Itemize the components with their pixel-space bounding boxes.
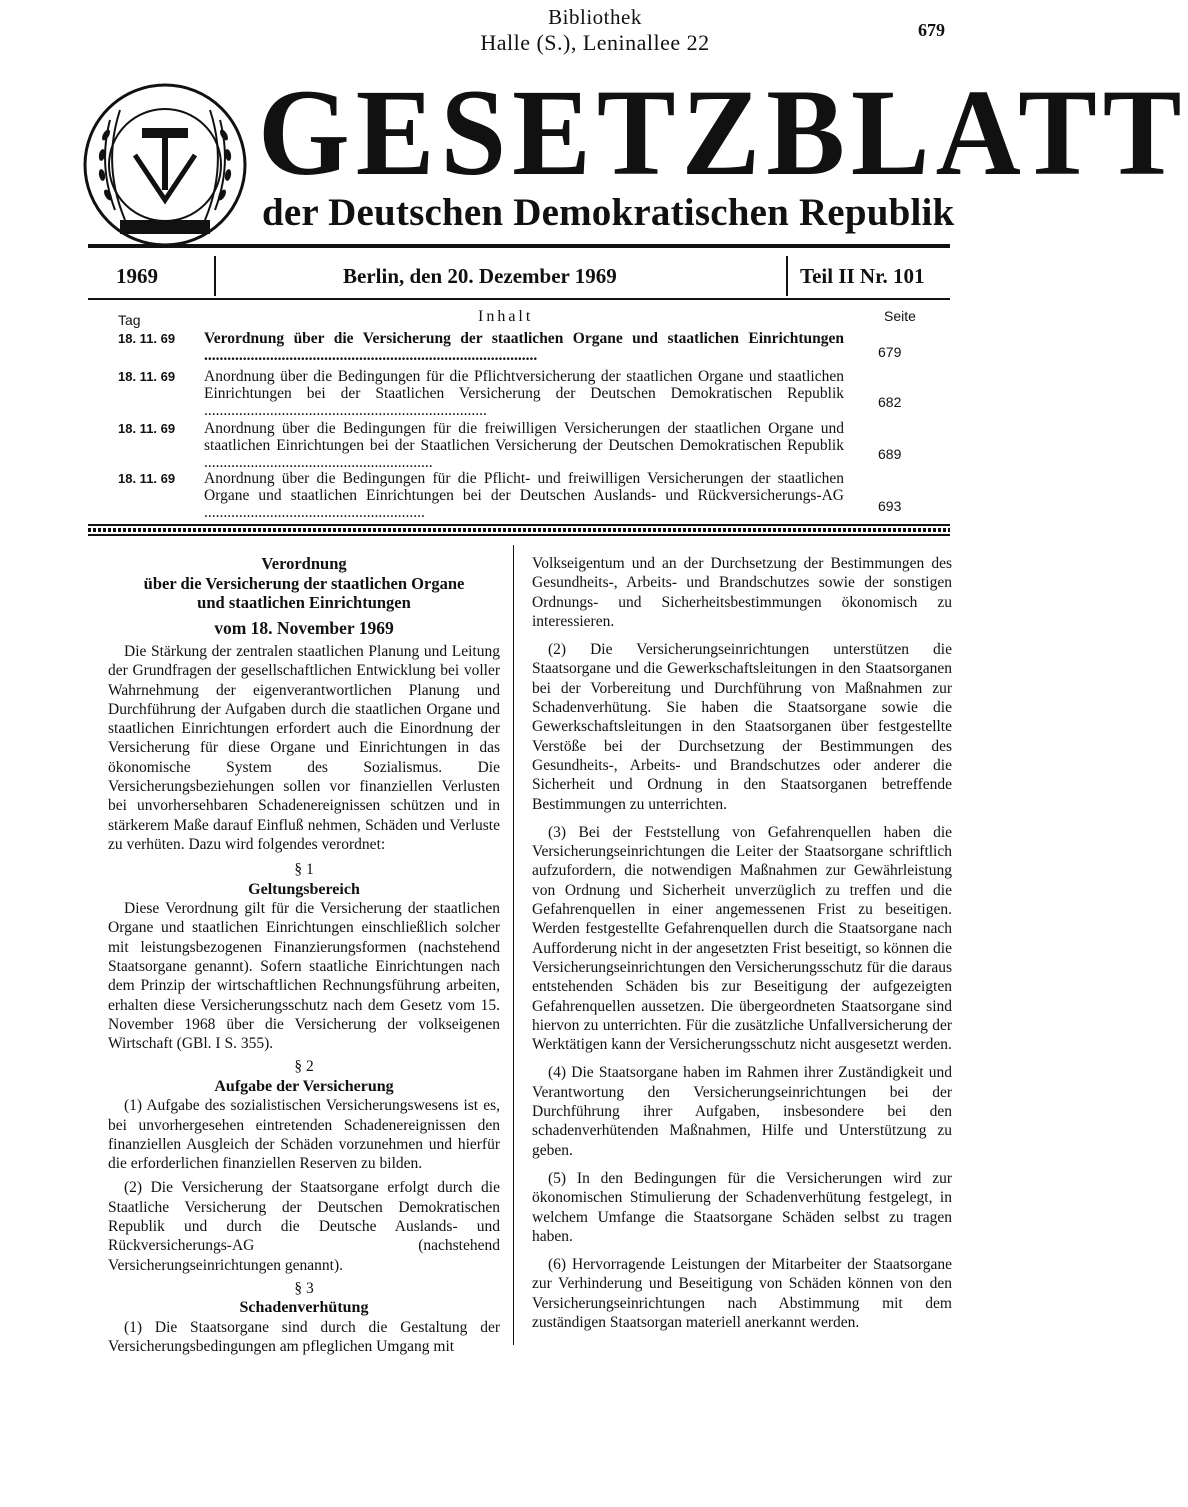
right-column [532, 554, 952, 1332]
issue-date: Berlin, den 20. Dezember 1969 [343, 264, 617, 288]
state-emblem-icon [80, 80, 250, 250]
toc-header-inhalt: Inhalt [478, 308, 534, 325]
section-2-number: § 2 [294, 1058, 314, 1076]
issue-bar [88, 254, 950, 298]
toc-entry[interactable] [100, 368, 940, 420]
section-3-paragraph-1-continued: Volkseigentum und an der Durchsetzung der Bestimmungen des Gesundheits-, Arbeits- und Brandschutzes sowie der sonstigen Ordnungs- und Sicherheitsbestimmungen ökonomisch zu interessieren. [532, 555, 952, 630]
section-2-paragraph-2: (2) Die Versicherung der Staatsorgane erfolgt durch die Staatliche Versicherung der Deutschen Demokratischen Republik und durch die Deutsche Auslands- und Rückversicherungs-AG (nachstehend Versicherungseinrichtungen genannt). [108, 1179, 500, 1274]
section-1-title: Geltungsbereich [248, 880, 360, 898]
issue-year: 1969 [116, 264, 158, 288]
toc-header-seite: Seite [884, 308, 916, 324]
toc-header-tag: Tag [118, 312, 141, 328]
section-2-paragraph-1: (1) Aufgabe des sozialistischen Versicherungswesens ist es, bei unvorhergesehen eintretenden Schadenereignissen den finanziellen Ausgleich der Schäden vorzunehmen und hierfür die erforderlichen finanziellen Reserven zu bilden. [108, 1097, 500, 1173]
toc-entry-date: 18. 11. 69 [118, 471, 176, 486]
masthead-subtitle: der Deutschen Demokratischen Republik [262, 191, 955, 234]
section-3-paragraph-5: (5) In den Bedingungen für die Versicherungen wird zur ökonomischen Stimulierung der Schadenverhütung festgelegt, in welchem Umfange die Staatsorgane Schäden selbst zu tragen haben. [532, 1169, 952, 1245]
section-3-paragraph-3: (3) Bei der Feststellung von Gefahrenquellen haben die Versicherungseinrichtungen die Leiter der Staatsorgane schriftlich aufzufordern, die notwendigen Maßnahmen zur Gewährleistung von Ordnung und Sicherheit unverzüglich zu treffen und die Gefahrenquellen in einer angemessenen Frist zu beseitigen. Werden festgestellte Gefahrenquellen durch die Staatsorgane nach Aufforderung nicht in der angesetzten Frist beseitigt, so können die Versicherungseinrichtungen den Versicherungsschutz für die daraus entstehenden Schäden bis zur Beseitigung der aufgezeigten Gefahrenquellen aussetzen. Die übergeordneten Staatsorgane sind hiervon zu unterrichten. Für die zusätzliche Unfallversicherung der Werktätigen kann der Versicherungsschutz nicht ausgesetzt werden. [532, 823, 952, 1054]
toc-separator-top [88, 524, 950, 526]
toc-entry-title: Anordnung über die Bedingungen für die freiwilligen Versicherungen der staatlichen Organe und staatlichen Einrichtungen bei der Staatlichen Versicherung der Deutschen Demokratischen Republik ........................................................... [204, 420, 844, 471]
toc-entry-page: 693 [878, 498, 902, 514]
section-3-paragraph-1: (1) Die Staatsorgane sind durch die Gestaltung der Versicherungsbedingungen am pfleglichen Umgang mit [108, 1318, 500, 1355]
section-3-paragraph-6: (6) Hervorragende Leistungen der Mitarbeiter der Staatsorgane zur Verhinderung und Beseitigung von Schäden können von den Versicherungseinrichtungen nach Abstimmung mit dem zuständigen Staatsorgan materiell anerkannt werden. [532, 1256, 952, 1331]
section-3-paragraph-4: (4) Die Staatsorgane haben im Rahmen ihrer Zuständigkeit und Verantwortung den Versicherungseinrichtungen bei der Durchführung ihrer Aufgaben, insbesondere bei den schadenverhütenden Maßnahmen, Hilfe und Unterstützung zu geben. [532, 1064, 952, 1159]
toc-entry-date: 18. 11. 69 [118, 369, 176, 384]
top-rule [88, 244, 950, 248]
toc-entry-title: Verordnung über die Versicherung der staatlichen Organe und staatlichen Einrichtungen ...................................................................................... [204, 330, 844, 364]
decree-title-1: Verordnung [261, 554, 347, 573]
section-1-text: Diese Verordnung gilt für die Versicherung der staatlichen Organe und staatlichen Einrichtungen einschließlich solcher mit leistungsbezogenen Finanzierungsformen (nachstehend Staatsorgane genannt). Sofern staatliche Einrichtungen nach dem Prinzip der wirtschaftlichen Rechnungsführung arbeiten, erhalten diese Versicherungsschutz nach dem Gesetz vom 15. November 1968 über die Versicherung der volkseigenen Wirtschaft (GBl. I S. 355). [108, 900, 500, 1053]
bar-bottom-rule [88, 298, 950, 300]
section-2-title: Aufgabe der Versicherung [214, 1077, 394, 1095]
toc-entry-page: 682 [878, 394, 902, 410]
toc-entry[interactable] [100, 470, 940, 522]
toc-entry-date: 18. 11. 69 [118, 421, 176, 436]
library-stamp-line-2: Halle (S.), Leninallee 22 [480, 30, 710, 55]
toc-entry-page: 679 [878, 344, 902, 360]
toc-separator-pattern [88, 528, 950, 532]
toc-entry[interactable] [100, 420, 940, 472]
library-stamp-line-1: Bibliothek [548, 5, 642, 29]
left-column [108, 554, 500, 1356]
section-3-paragraph-2: (2) Die Versicherungseinrichtungen unterstützen die Staatsorgane und die Gewerkschaftsleitungen in den Staatsorganen bei der Vorbereitung und Durchführung von Maßnahmen zur Schadenverhütung. Sie haben die Staatsorgane sowie die Gewerkschaftsleitungen in den Staatsorganen über festgestellte Verstöße bei der Durchsetzung der Bestimmungen des Gesundheits-, Arbeits- und Brandschutzes oder anderer die Sicherheit und Ordnung in den Staatsorganen betreffende Bestimmungen zu unterrichten. [532, 641, 952, 813]
decree-date: vom 18. November 1969 [214, 617, 394, 638]
toc-entry-date: 18. 11. 69 [118, 331, 176, 346]
toc-entry-page: 689 [878, 446, 902, 462]
issue-part: Teil II Nr. 101 [800, 264, 925, 288]
section-1-number: § 1 [294, 861, 314, 879]
toc-entry-title: Anordnung über die Bedingungen für die Pflichtversicherung der staatlichen Organe und staatlichen Einrichtungen bei der Staatlichen Versicherung der Deutschen Demokratischen Republik ......................................................................... [204, 368, 844, 419]
toc-separator-bottom [88, 534, 950, 536]
toc-entry-title: Anordnung über die Bedingungen für die Pflicht- und freiwilligen Versicherungen der staatlichen Organe und staatlichen Einrichtungen bei der Deutschen Auslands- und Rückversicherungs-AG ......................................................... [204, 470, 844, 521]
toc-entry[interactable] [100, 330, 940, 366]
column-divider [513, 545, 514, 1345]
decree-preamble: Die Stärkung der zentralen staatlichen Planung und Leitung der Grundfragen der gesellschaftlichen Entwicklung bei voller Wahrnehmung der eigenverantwortlichen Planung und Durchführung der Aufgaben durch die staatlichen Organe und staatlichen Einrichtungen erfordert auch die Einordnung der Versicherung für diese Organe und Einrichtungen in das ökonomische System des Sozialismus. Die Versicherungsbeziehungen sollen vor finanziellen Verlusten bei unvorhersehbaren Schadenereignissen schützen und in stärkerem Maße darauf Einfluß nehmen, Schäden und Verluste zu verhüten. Dazu wird folgendes verordnet: [108, 643, 500, 853]
section-3-title: Schadenverhütung [239, 1299, 369, 1317]
masthead-title: GESETZBLATT [258, 63, 1188, 202]
section-3-number: § 3 [294, 1279, 314, 1297]
decree-title-3: und staatlichen Einrichtungen [197, 593, 411, 612]
page-number: 679 [918, 20, 945, 40]
decree-title-2: über die Versicherung der staatlichen Organe [143, 573, 465, 593]
